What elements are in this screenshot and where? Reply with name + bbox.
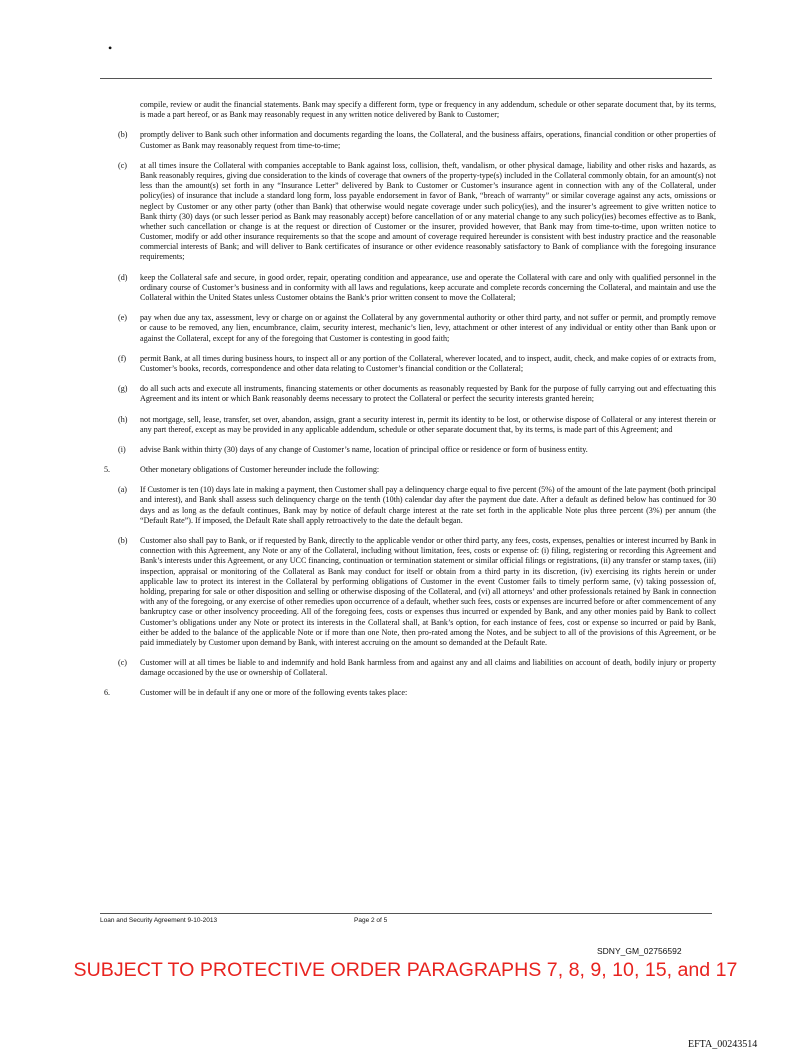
section-number: 5. [104, 465, 111, 475]
clause-text: do all such acts and execute all instruments, financing statements or other documents as reasonably requested by Bank for the purpose of fully carrying out and effectuating this Agreement and its intent or which Bank reasonably deems necessary to protect the Collateral or perfect the security interests granted herein; [140, 384, 716, 404]
clause-text: advise Bank within thirty (30) days of any change of Customer’s name, location of principal office or residence or form of business entity. [140, 444, 588, 454]
clause-5b [98, 536, 716, 648]
clause-label: (i) [118, 444, 126, 454]
clause-label: (g) [118, 384, 128, 394]
clause-label: (c) [118, 658, 127, 668]
page-number: Page 2 of 5 [354, 917, 388, 924]
clause-text: promptly deliver to Bank such other information and documents regarding the loans, the Collateral, and the business affairs, operations, financial condition or other properties of Customer as Bank may reasonably request from time-to-time; [140, 130, 716, 150]
clause-label: (f) [118, 353, 127, 363]
clause-text: Customer will at all times be liable to and indemnify and hold Bank harmless from and against any and all claims and liabilities on account of death, bodily injury or property damage occasioned by the use or ownership of Collateral. [140, 658, 716, 678]
clause-label: (b) [118, 536, 128, 545]
clause-label: (a) [118, 485, 127, 495]
section-number: 6. [104, 688, 111, 698]
bates-number: SDNY_GM_02756592 [597, 946, 682, 956]
clause-label: (b) [118, 130, 128, 140]
protective-order-banner: SUBJECT TO PROTECTIVE ORDER PARAGRAPHS 7, 8, 9, 10, 15, and 17 [73, 959, 738, 981]
clause-label: (c) [118, 160, 127, 170]
clause-4d [98, 273, 716, 304]
footer-rule [100, 913, 712, 914]
clause-text: If Customer is ten (10) days late in making a payment, then Customer shall pay a delinquency charge equal to five percent (5%) of the amount of the late payment (both principal and interest), and Bank shall assess such delinquency charge on the tenth (10th) calendar day after the payment due date. After a default as defined below has continued for 30 days and as long as the default continues, Bank may by notice of default charge interest at the rate set forth in the applicable Note plus three percent (3%) per annum (the “Default Rate”). If imposed, the Default Rate shall apply retroactively to the date the default began. [140, 485, 716, 525]
clause-4c [98, 161, 716, 263]
clause-text: permit Bank, at all times during business hours, to inspect all or any portion of the Collateral, wherever located, and to inspect, audit, check, and make copies of or extracts from, Customer’s books, records, correspondence and other data relating to Customer’s financial condition or the Collateral; [140, 353, 716, 373]
clause-4e [98, 313, 716, 344]
header-rule [100, 78, 712, 79]
section-text: Customer will be in default if any one or more of the following events takes place: [140, 688, 408, 698]
clause-4b [98, 130, 716, 150]
clause-5c [98, 658, 716, 678]
clause-text: Customer also shall pay to Bank, or if requested by Bank, directly to the applicable vendor or other third party, any fees, costs, expenses, penalties or interest incurred by Bank in connection with this Agreement, any Note or any of the Collateral, including without limitation, fees, costs or expense of: (i) filing, registering or recording this Agreement and Bank’s interests under this Agreement, or any UCC financing, continuation or termination statement or similar official filings or registrations, (ii) any transfer or stamp taxes, (iii) inspection, appraisal or monitoring of the Collateral as Bank may conduct for itself or obtain from a third party in its discretion, (iv) exercising its rights herein or under applicable law to protect its interest in the Collateral by performing obligations of Customer in the event Customer fails to timely perform same, (v) taking possession of, holding, preparing for sale or other disposition and selling or otherwise disposing of the Collateral, and (vi) all attorneys’ and other professionals retained by Bank in connection with any of the foregoing, or any exercise of other remedies upon occurrence of a default, whether such fees, costs or expenses are incurred before or after commencement of any bankruptcy case or other insolvency proceeding. All of the foregoing fees, costs or expenses thus incurred or expended by Bank, and any other monies paid by Bank to collect Customer’s obligations under any Note or protect its interests in the Collateral shall, at Bank’s option, for each instance of fees, cost or expense so incurred or paid by Bank, either be added to the balance of the applicable Note or if more than one Note, then pro-rated among the Notes, and be subject to all of the provisions of this Agreement, or be paid immediately by Customer upon demand by Bank, with interest accruing on the amount so demanded at the Default Rate. [140, 536, 716, 647]
section-5 [98, 465, 716, 475]
footer-doc-name: Loan and Security Agreement 9-10-2013 [100, 917, 218, 924]
clause-label: (d) [118, 272, 128, 282]
clause-4f [98, 354, 716, 374]
section-text: Other monetary obligations of Customer hereunder include the following: [140, 465, 380, 475]
paragraph-continuation: compile, review or audit the financial statements. Bank may specify a different form, type or frequency in any addendum, schedule or other separate document that, by its terms, is made a part hereof, or as Bank may reasonably request in any written notice delivered by Bank to Customer; [140, 100, 716, 120]
clause-4g [98, 384, 716, 404]
clause-text: at all times insure the Collateral with companies acceptable to Bank against loss, collision, theft, vandalism, or other physical damage, liability and other risks and hazards, as Bank reasonably requires, giving due consideration to the kinds of coverage that owners of the property-type(s) included in the Collateral commonly obtain, for an amount(s) not less than the amount(s) set forth in any “Insurance Letter” delivered by Bank to Customer or Customer’s insurance agent in connection with any of the Collateral, under policy(ies) of insurance that include a standard long form, loss payable endorsement in favor of Bank, “breach of warranty” or similar coverage against any acts, omissions or neglect by Customer or any other party (other than Bank) that otherwise would negate coverage under such policy(ies), and the insurer’s agreement to give written notice to Bank thirty (30) days (or such lesser period as Bank may reasonably accept) before cancellation of or any material change to any such policy(ies) becomes effective as to Bank, whether such cancellation or change is at the request or direction of Customer or the insurer, provided however, that Bank may from time-to-time, upon written notice to Customer, modify or add other insurance requirements so that the scope and amount of coverage required hereunder is consistent with best industry practice and the reasonable commercial interests of Bank; and will deliver to Bank certificates of insurance or other evidence reasonably satisfactory to Bank of compliance with the foregoing insurance requirements; [140, 160, 716, 262]
clause-text: not mortgage, sell, lease, transfer, set over, abandon, assign, grant a security interest in, permit its identity to be lost, or otherwise dispose of Collateral or any interest therein or any part thereof, except as may be provided in any applicable addendum, schedule or other separate document that, by its terms, is made part of this Agreement; and [140, 414, 716, 434]
clause-label: (e) [118, 313, 127, 323]
clause-5a [98, 485, 716, 526]
document-body [98, 100, 716, 709]
clause-text: pay when due any tax, assessment, levy or charge on or against the Collateral by any governmental authority or other third party, and not suffer or permit, and promptly remove or cause to be removed, any lien, encumbrance, claim, security interest, mechanic’s lien, levy, attachment or other interest of any individual or entity other than Bank upon or against the Collateral, except for any of the foregoing that Customer is contesting in good faith; [140, 313, 716, 343]
clause-label: (h) [118, 414, 128, 424]
efta-number: EFTA_00243514 [688, 1039, 758, 1050]
stray-mark: • [108, 41, 113, 55]
clause-4h [98, 415, 716, 435]
clause-text: keep the Collateral safe and secure, in good order, repair, operating condition and appearance, use and operate the Collateral with care and only with qualified personnel in the ordinary course of Customer’s business and in conformity with all laws and regulations, keep accurate and complete records concerning the Collateral, and maintain and use the Collateral within the United States unless Customer obtains the Bank’s prior written consent to move the Collateral; [140, 272, 716, 302]
section-6 [98, 688, 716, 698]
clause-4i [98, 445, 716, 455]
